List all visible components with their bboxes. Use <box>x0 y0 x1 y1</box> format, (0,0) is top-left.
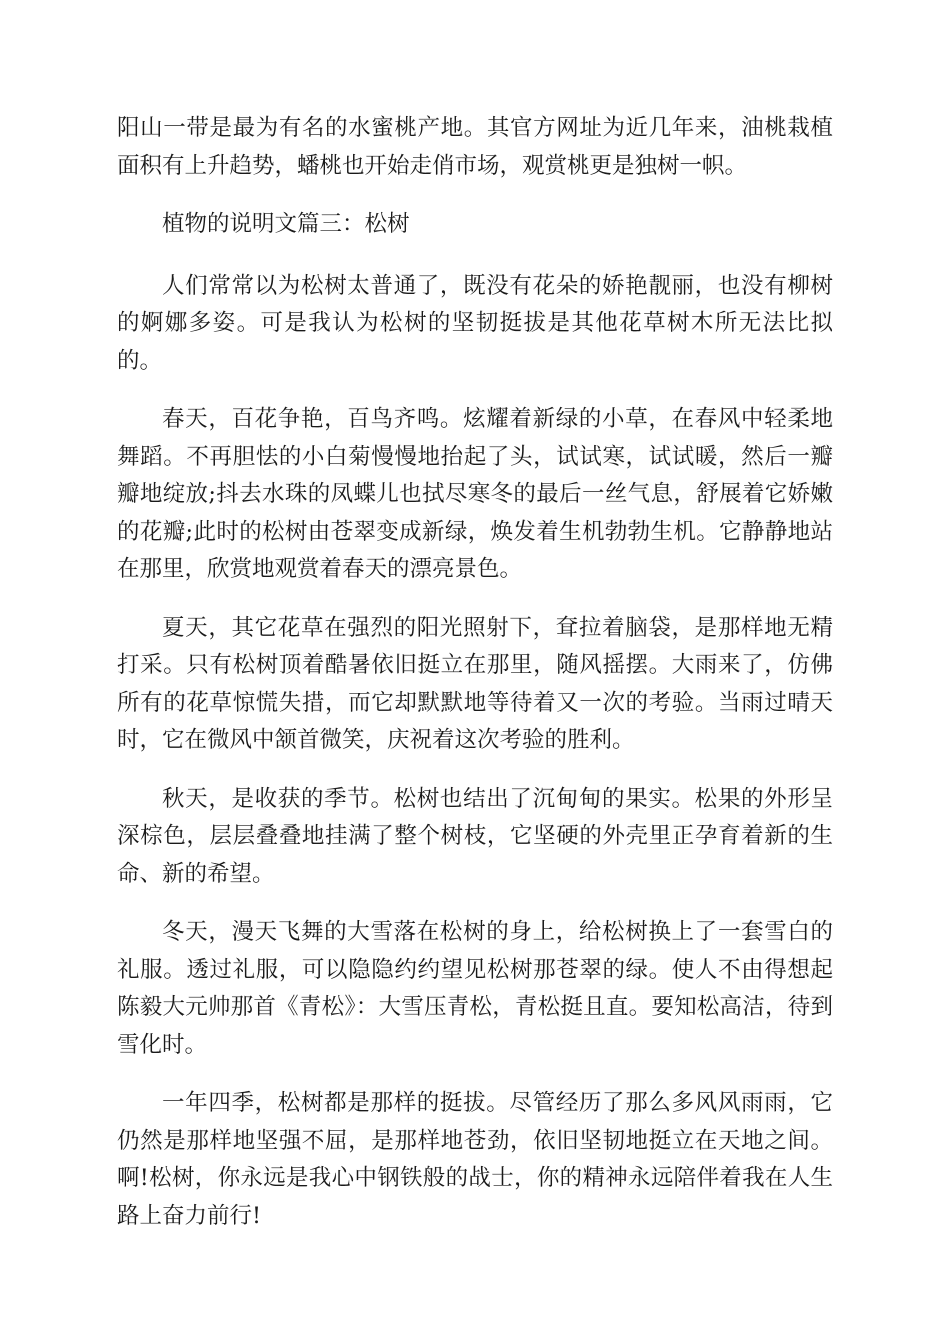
paragraph-peach-intro: 阳山一带是最为有名的水蜜桃产地。其官方网址为近几年来，油桃栽植面积有上升趋势，蟠桃也开始走俏市场，观赏桃更是独树一帜。 <box>117 115 833 179</box>
paragraph-spring: 春天，百花争艳，百鸟齐鸣。炫耀着新绿的小草，在春风中轻柔地舞蹈。不再胆怯的小白菊慢慢地抬起了头，试试寒，试试暖，然后一瓣瓣地绽放;抖去水珠的凤蝶儿也拭尽寒冬的最后一丝气息，舒展着它娇嫩的花瓣;此时的松树由苍翠变成新绿，焕发着生机勃勃生机。它静静地站在那里，欣赏地观赏着春天的漂亮景色。 <box>117 406 833 582</box>
paragraph-pine-intro: 人们常常以为松树太普通了，既没有花朵的娇艳靓丽，也没有柳树的婀娜多姿。可是我认为松树的坚韧挺拔是其他花草树木所无法比拟的。 <box>117 272 833 374</box>
section-heading: 植物的说明文篇三：松树 <box>162 211 410 237</box>
document-body <box>117 110 833 1256</box>
paragraph-winter: 冬天，漫天飞舞的大雪落在松树的身上，给松树换上了一套雪白的礼服。透过礼服，可以隐隐约约望见松树那苍翠的绿。使人不由得想起陈毅大元帅那首《青松》：大雪压青松，青松挺且直。要知松高洁，待到雪化时。 <box>117 919 833 1058</box>
paragraph-summer: 夏天，其它花草在强烈的阳光照射下，耷拉着脑袋，是那样地无精打采。只有松树顶着酷暑依旧挺立在那里，随风摇摆。大雨来了，仿佛所有的花草惊慌失措，而它却默默地等待着又一次的考验。当雨过晴天时，它在微风中颔首微笑，庆祝着这次考验的胜利。 <box>117 614 833 753</box>
paragraph-autumn: 秋天，是收获的季节。松树也结出了沉甸甸的果实。松果的外形呈深棕色，层层叠叠地挂满了整个树枝，它坚硬的外壳里正孕育着新的生命、新的希望。 <box>117 785 833 887</box>
paragraph-conclusion: 一年四季，松树都是那样的挺拔。尽管经历了那么多风风雨雨，它仍然是那样地坚强不屈，是那样地苍劲，依旧坚韧地挺立在天地之间。啊!松树，你永远是我心中钢铁般的战士，你的精神永远陪伴着我在人生路上奋力前行! <box>117 1090 833 1229</box>
